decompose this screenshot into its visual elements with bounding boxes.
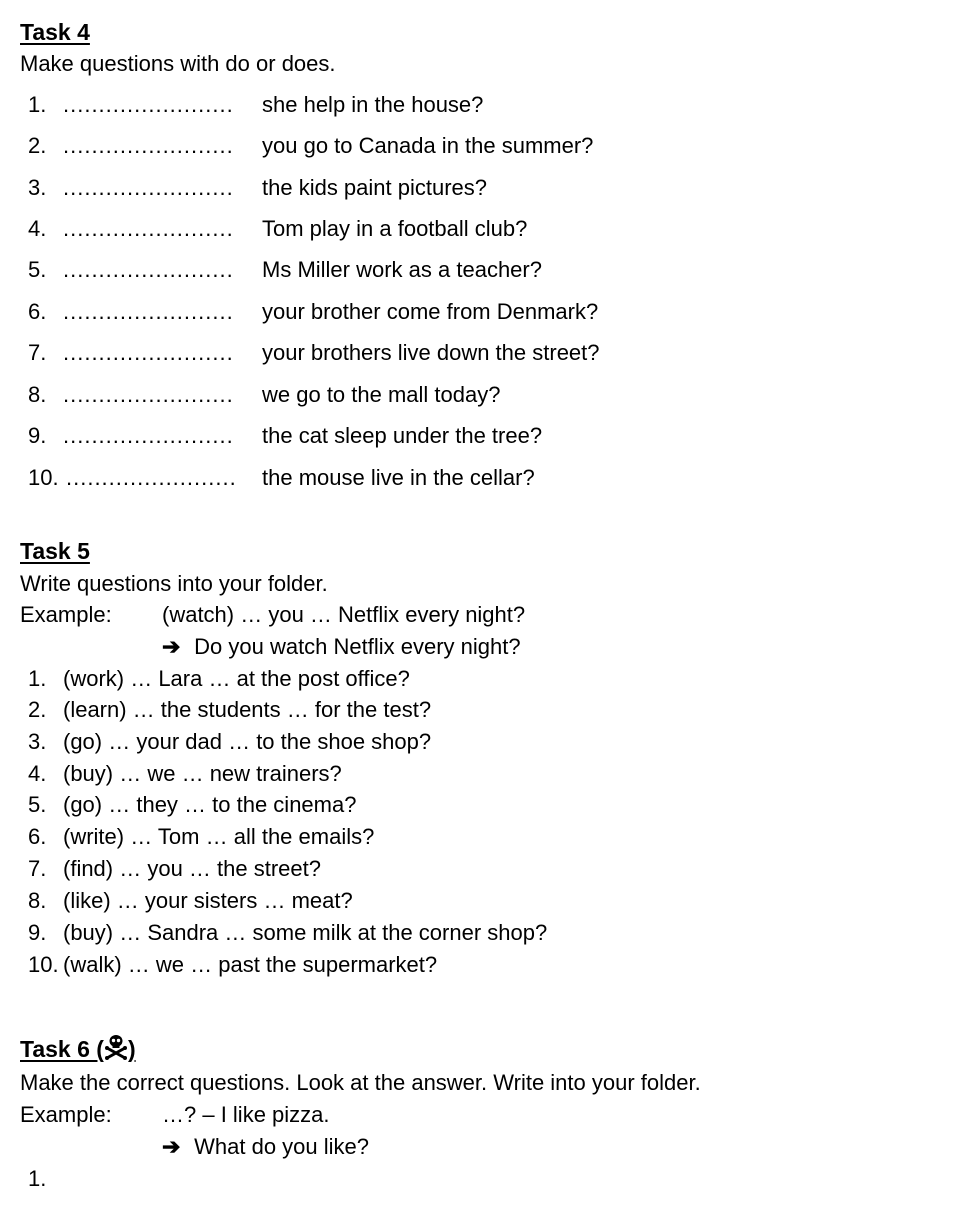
question-text: (work) … Lara … at the post office? xyxy=(63,666,410,691)
question-text: (walk) … we … past the supermarket? xyxy=(63,952,438,977)
item-number: 1. xyxy=(28,1166,47,1191)
example-text: (watch) … you … Netflix every night? xyxy=(162,602,526,627)
task6-heading-prefix: Task 6 ( xyxy=(20,1036,104,1062)
question-text: (go) … they … to the cinema? xyxy=(63,792,357,817)
item-number: 9. xyxy=(28,423,47,448)
answer-blank[interactable]: ........................ xyxy=(66,465,237,490)
example-answer: What do you like? xyxy=(194,1134,369,1159)
answer-blank[interactable]: ........................ xyxy=(63,423,234,448)
question-text: (find) … you … the street? xyxy=(63,856,321,881)
item-number: 3. xyxy=(28,175,47,200)
example-label: Example: xyxy=(20,1102,112,1127)
item-number: 3. xyxy=(28,729,47,754)
example-answer: Do you watch Netflix every night? xyxy=(194,634,521,659)
question-text: (write) … Tom … all the emails? xyxy=(63,824,375,849)
item-number: 2. xyxy=(28,133,47,158)
item-number: 1. xyxy=(28,92,47,117)
question-text: the mouse live in the cellar? xyxy=(262,465,535,490)
skull-crossbones-icon xyxy=(104,1034,128,1065)
item-number: 6. xyxy=(28,824,47,849)
example-label: Example: xyxy=(20,602,112,627)
item-number: 4. xyxy=(28,216,47,241)
item-number: 5. xyxy=(28,792,47,817)
item-number: 4. xyxy=(28,761,47,786)
answer-blank[interactable]: ........................ xyxy=(63,340,234,365)
answer-blank[interactable]: ........................ xyxy=(63,175,234,200)
question-text: your brother come from Denmark? xyxy=(262,299,599,324)
question-text: (learn) … the students … for the test? xyxy=(63,697,432,722)
example-text: …? – I like pizza. xyxy=(162,1102,330,1127)
item-number: 6. xyxy=(28,299,47,324)
item-number: 8. xyxy=(28,382,47,407)
task4-instruction: Make questions with do or does. xyxy=(20,51,336,76)
item-number: 1. xyxy=(28,666,47,691)
question-text: (buy) … we … new trainers? xyxy=(63,761,342,786)
question-text: the kids paint pictures? xyxy=(262,175,488,200)
task4-heading: Task 4 xyxy=(20,19,90,45)
answer-blank[interactable]: ........................ xyxy=(63,299,234,324)
question-text: (buy) … Sandra … some milk at the corner shop? xyxy=(63,920,548,945)
question-text: Tom play in a football club? xyxy=(262,216,528,241)
task6-instruction: Make the correct questions. Look at the answer. Write into your folder. xyxy=(20,1070,701,1095)
item-number: 7. xyxy=(28,856,47,881)
answer-blank[interactable]: ........................ xyxy=(63,216,234,241)
question-text: Ms Miller work as a teacher? xyxy=(262,257,542,282)
example-answer-line xyxy=(162,1134,369,1160)
question-text: your brothers live down the street? xyxy=(262,340,600,365)
item-number: 2. xyxy=(28,697,47,722)
question-text: (go) … your dad … to the shoe shop? xyxy=(63,729,432,754)
item-number: 7. xyxy=(28,340,47,365)
answer-blank[interactable]: ........................ xyxy=(63,92,234,117)
task5-heading: Task 5 xyxy=(20,538,90,564)
example-answer-line xyxy=(162,634,521,660)
item-number: 10. xyxy=(28,952,59,977)
item-number: 10. xyxy=(28,465,59,490)
question-text: she help in the house? xyxy=(262,92,484,117)
task6-heading-suffix: ) xyxy=(127,1036,136,1062)
answer-blank[interactable]: ........................ xyxy=(63,133,234,158)
question-text: we go to the mall today? xyxy=(262,382,501,407)
answer-blank[interactable]: ........................ xyxy=(63,382,234,407)
item-number: 5. xyxy=(28,257,47,282)
question-text: you go to Canada in the summer? xyxy=(262,133,594,158)
question-text: (like) … your sisters … meat? xyxy=(63,888,353,913)
question-text: the cat sleep under the tree? xyxy=(262,423,543,448)
task5-instruction: Write questions into your folder. xyxy=(20,571,328,596)
answer-blank[interactable]: ........................ xyxy=(63,257,234,282)
item-number: 8. xyxy=(28,888,47,913)
item-number: 9. xyxy=(28,920,47,945)
task6-heading xyxy=(20,1034,136,1065)
arrow-right-icon: ➔ xyxy=(162,1134,181,1159)
arrow-right-icon: ➔ xyxy=(162,634,181,659)
